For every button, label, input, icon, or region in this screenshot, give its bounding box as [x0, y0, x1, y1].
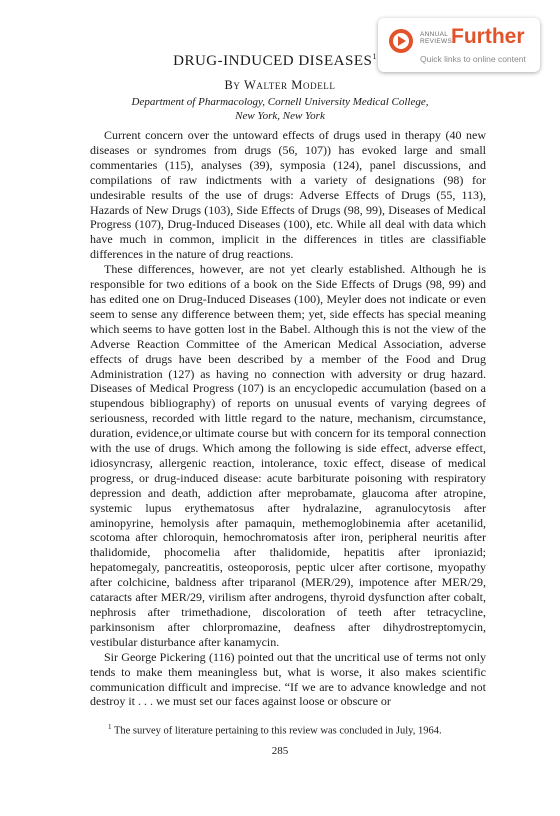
- page-number: 285: [271, 745, 289, 757]
- footnote: [108, 723, 488, 737]
- paragraph-2: These differences, however, are not yet clearly established. Although he is responsible for two editions of a book on the Side Effects of Drugs (98, 99) and has edited one on Drug-Induced Diseases (100), Meyler does not indicate or even seem to sense any difference between them; yet, side effects has special meaning which seems to have gotten lost in the Babel. Although this is not the view of the Adverse Reaction Committee of the American Medical Association, adverse effects of drugs have been described by a member of the Food and Drug Administration (127) as having no connection with adversity or drug hazard. Diseases of Medical Progress (107) is an encyclopedic accumulation (based on a stupendous bibliography) of reports on unusual events of varying degrees of seriousness, recorded with little regard to the nature, mechanism, circumstance, duration, evidence,or ultimate course but with concern for its temporal connection with the use of drugs. Which among the following is side effect, adverse effect, idiosyncrasy, allergenic reaction, intolerance, toxic effect, disease of medical progress, or drug-induced disease: acute barbiturate poisoning with respiratory depression and death, addiction after meprobamate, glaucoma after atropine, systemic lupus erythematosus after hydralazine, agranulocytosis after aminopyrine, hemolysis after pamaquin, methemoglobinemia after acetanilid, scotoma after chloroquin, hemochromatosis after iron, peripheral neuritis after thalidomide, phocomelia after thalidomide, hepatitis after iproniazid; hepatomegaly, pancreatitis, osteoporosis, peptic ulcer after cortisone, myopathy after colchicine, baldness after triparanol (MER/29), impotence after MER/29, cataracts after MER/29, virilism after androgens, thyroid dysfunction after cobalt, nephrosis after trimethadione, discoloration of teeth after tetracycline, parkinsonism after chlorpromazine, deafness after dihydrostreptomycin, vestibular disturbance after kanamycin.: [90, 262, 486, 649]
- affiliation-line-1: Department of Pharmacology, Cornell University Medical College,: [131, 96, 429, 108]
- footnote-mark: 1: [108, 723, 112, 731]
- footnote-text: The survey of literature pertaining to this review was concluded in July, 1964.: [113, 725, 442, 737]
- play-icon: [388, 28, 414, 54]
- title-footnote-mark: 1: [372, 52, 377, 61]
- article-title: [0, 52, 560, 70]
- further-subtitle: Quick links to online content: [420, 54, 526, 64]
- author-line: By Walter Modell: [224, 78, 336, 92]
- paragraph-3: Sir George Pickering (116) pointed out that the uncritical use of terms not only tends to make them meaningless but, what is worse, it also makes scientific communication difficult and imprecise. “If we are to advance knowledge and not destroy it . . . we must set our faces against loose or obscure or: [90, 649, 486, 709]
- paragraph-1: Current concern over the untoward effects of drugs used in therapy (40 new diseases or syndromes from drugs (56, 107)) has evoked large and small commentaries (115), analyses (39), symposia (124), panel discussions, and compilations of raw indictments with a variety of designations (98) for undesirable results of the use of drugs: Adverse Effects of Drugs (55, 113), Hazards of New Drugs (103), Side Effects of Drugs (98, 99), Diseases of Medical Progress (107), Drug-Induced Diseases (100), etc. While all deal with data which have much in common, implicit in the differences in titles are classifiable differences in the nature of drug reactions.: [90, 128, 486, 262]
- further-label: Further: [451, 25, 525, 48]
- body-text: [90, 128, 486, 709]
- article-title-text: DRUG-INDUCED DISEASES: [173, 53, 373, 69]
- annual-reviews-logo-text: ANNUAL REVIEWS: [420, 31, 453, 45]
- affiliation-line-2: New York, New York: [235, 110, 325, 122]
